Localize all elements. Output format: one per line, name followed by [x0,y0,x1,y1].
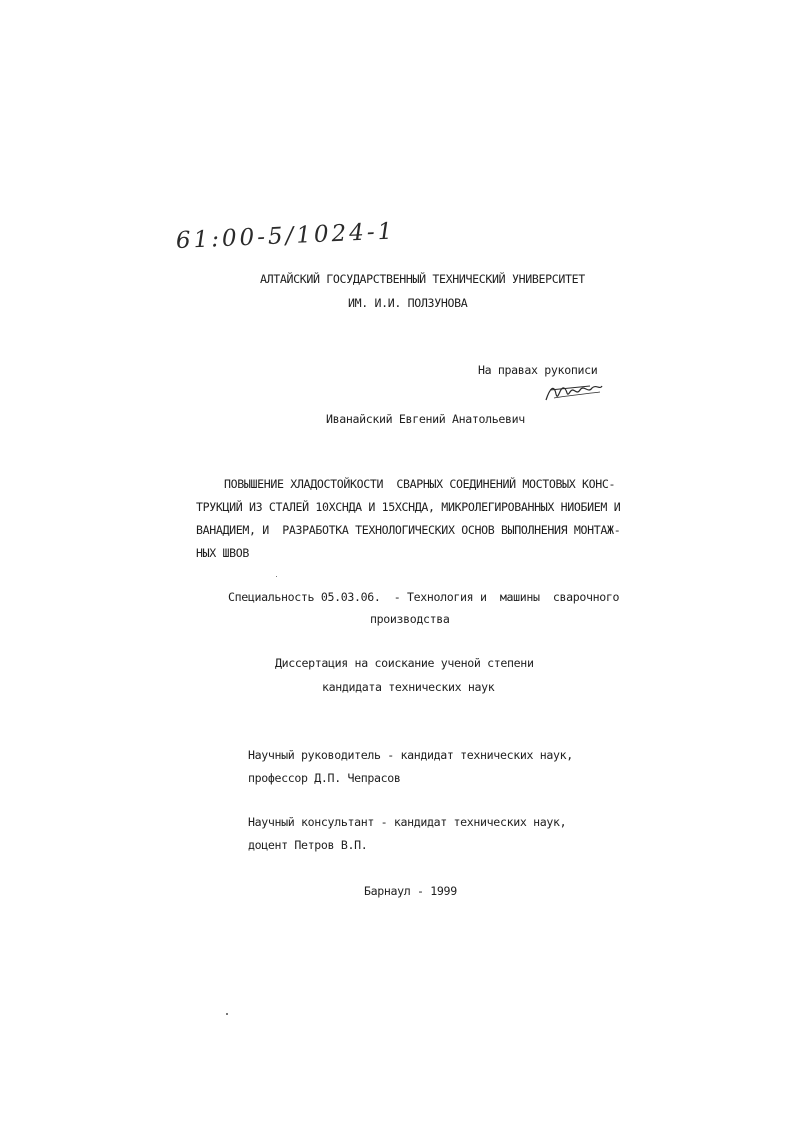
title-line-1: ПОВЫШЕНИЕ ХЛАДОСТОЙКОСТИ СВАРНЫХ СОЕДИНЕНИЙ МОСТОВЫХ КОНС- [224,477,616,491]
title-line-2: ТРУКЦИЙ ИЗ СТАЛЕЙ 10ХСНДА И 15ХСНДА, МИКРОЛЕГИРОВАННЫХ НИОБИЕМ И [196,500,621,514]
dissertation-line: Диссертация на соискание ученой степени [275,656,534,670]
manuscript-rights-note: На правах рукописи [478,363,598,377]
scan-speck [276,576,277,577]
supervisor-name: профессор Д.П. Чепрасов [248,771,401,785]
author-signature [544,380,604,404]
scan-speck [226,1013,228,1015]
handwritten-archive-code: 61:00-5/1024-1 [175,218,396,254]
specialty-line: Специальность 05.03.06. - Технология и машины сварочного [228,590,620,604]
supervisor-line: Научный руководитель - кандидат технических наук, [248,748,573,762]
city-year: Барнаул - 1999 [364,884,457,898]
degree-line: кандидата технических наук [322,680,495,694]
title-line-4: НЫХ ШВОВ [196,546,250,560]
consultant-name: доцент Петров В.П. [248,838,368,852]
university-named-after: ИМ. И.И. ПОЛЗУНОВА [348,296,468,310]
university-name: АЛТАЙСКИЙ ГОСУДАРСТВЕННЫЙ ТЕХНИЧЕСКИЙ УНИВЕРСИТЕТ [260,272,585,286]
author-name: Иванайский Евгений Анатольевич [326,412,525,426]
title-line-3: ВАНАДИЕМ, И РАЗРАБОТКА ТЕХНОЛОГИЧЕСКИХ ОСНОВ ВЫПОЛНЕНИЯ МОНТАЖ- [196,523,621,537]
consultant-line: Научный консультант - кандидат технических наук, [248,815,567,829]
specialty-line-cont: производства [370,612,450,626]
